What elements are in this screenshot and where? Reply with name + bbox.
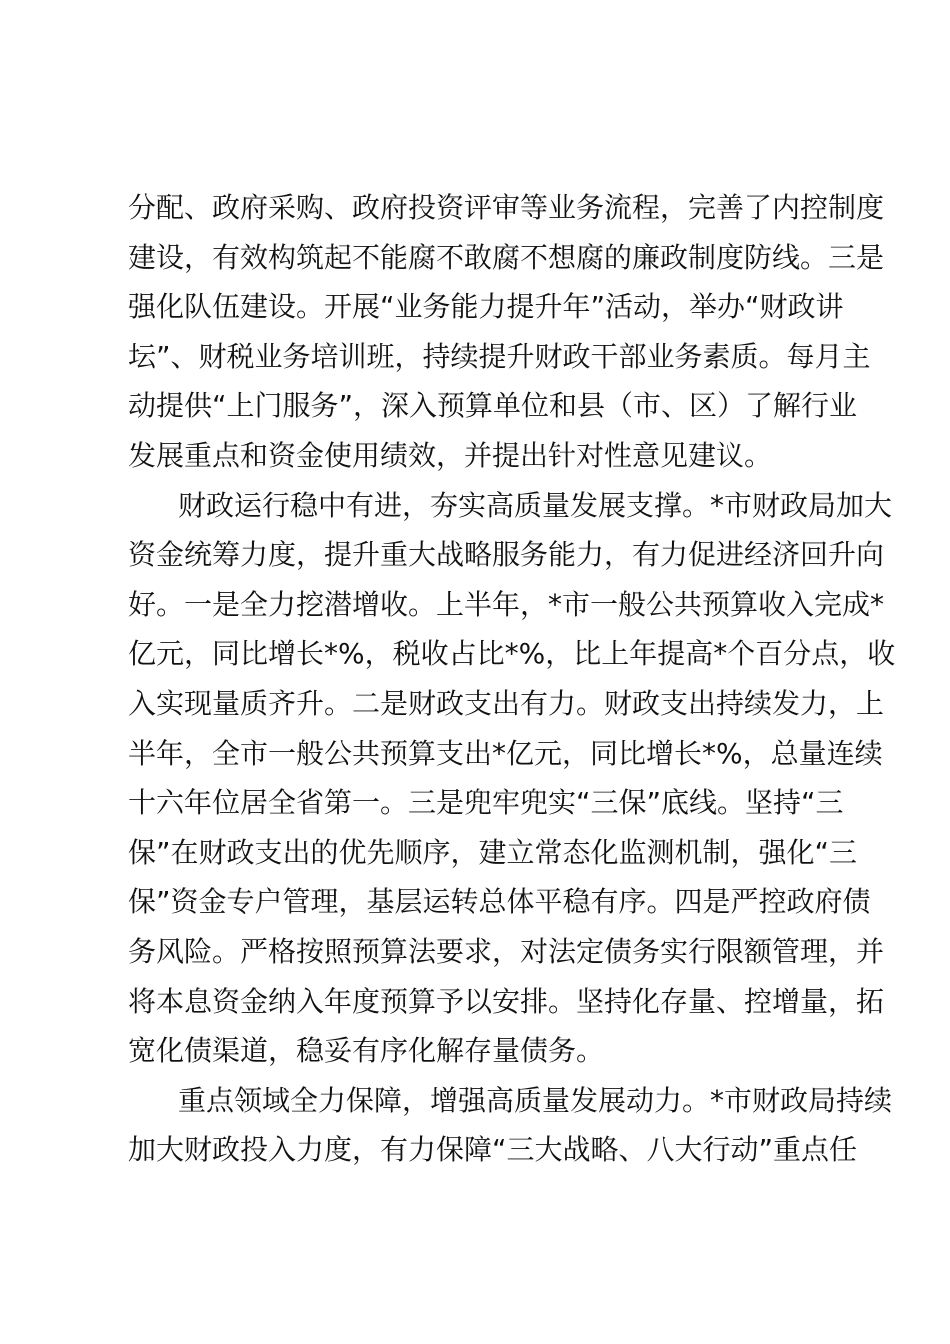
paragraph-2	[128, 481, 896, 1076]
text-line: 建设，有效构筑起不能腐不敢腐不想腐的廉政制度防线。三是	[128, 240, 885, 274]
text-line: 动提供“上门服务”，深入预算单位和县（市、区）了解行业	[128, 389, 858, 423]
text-line: 务风险。严格按照预算法要求，对法定债务实行限额管理，并	[128, 934, 885, 968]
text-line: 保”在财政支出的优先顺序，建立常态化监测机制，强化“三	[128, 835, 858, 869]
paragraph-3	[128, 1076, 893, 1175]
text-line: 十六年位居全省第一。三是兜牢兜实“三保”底线。坚持“三	[128, 786, 844, 820]
text-line: 坛”、财税业务培训班，持续提升财政干部业务素质。每月主	[128, 339, 871, 373]
text-line: 加大财政投入力度，有力保障“三大战略、八大行动”重点任	[128, 1133, 858, 1167]
text-line: 发展重点和资金使用绩效，并提出针对性意见建议。	[128, 438, 773, 472]
text-line: 分配、政府采购、政府投资评审等业务流程，完善了内控制度	[128, 191, 885, 224]
text-line: 资金统筹力度，提升重大战略服务能力，有力促进经济回升向	[128, 538, 885, 572]
paragraph-1	[128, 183, 885, 481]
text-line: 亿元，同比增长*%，税收占比*%，比上年提高*个百分点，收	[128, 637, 896, 671]
text-line: 财政运行稳中有进，夯实高质量发展支撑。*市财政局加大	[178, 488, 893, 522]
text-line: 重点领域全力保障，增强高质量发展动力。*市财政局持续	[178, 1083, 893, 1117]
text-line: 入实现量质齐升。二是财政支出有力。财政支出持续发力，上	[128, 686, 885, 720]
text-line: 保”资金专户管理，基层运转总体平稳有序。四是严控政府债	[128, 885, 871, 919]
text-line: 好。一是全力挖潜增收。上半年，*市一般公共预算收入完成*	[128, 587, 885, 621]
text-line: 将本息资金纳入年度预算予以安排。坚持化存量、控增量，拓	[128, 984, 885, 1018]
text-line: 强化队伍建设。开展“业务能力提升年”活动，举办“财政讲	[128, 290, 844, 324]
text-line: 宽化债渠道，稳妥有序化解存量债务。	[128, 1034, 605, 1068]
text-line: 半年，全市一般公共预算支出*亿元，同比增长*%，总量连续	[128, 736, 883, 770]
document-body	[128, 183, 896, 1175]
